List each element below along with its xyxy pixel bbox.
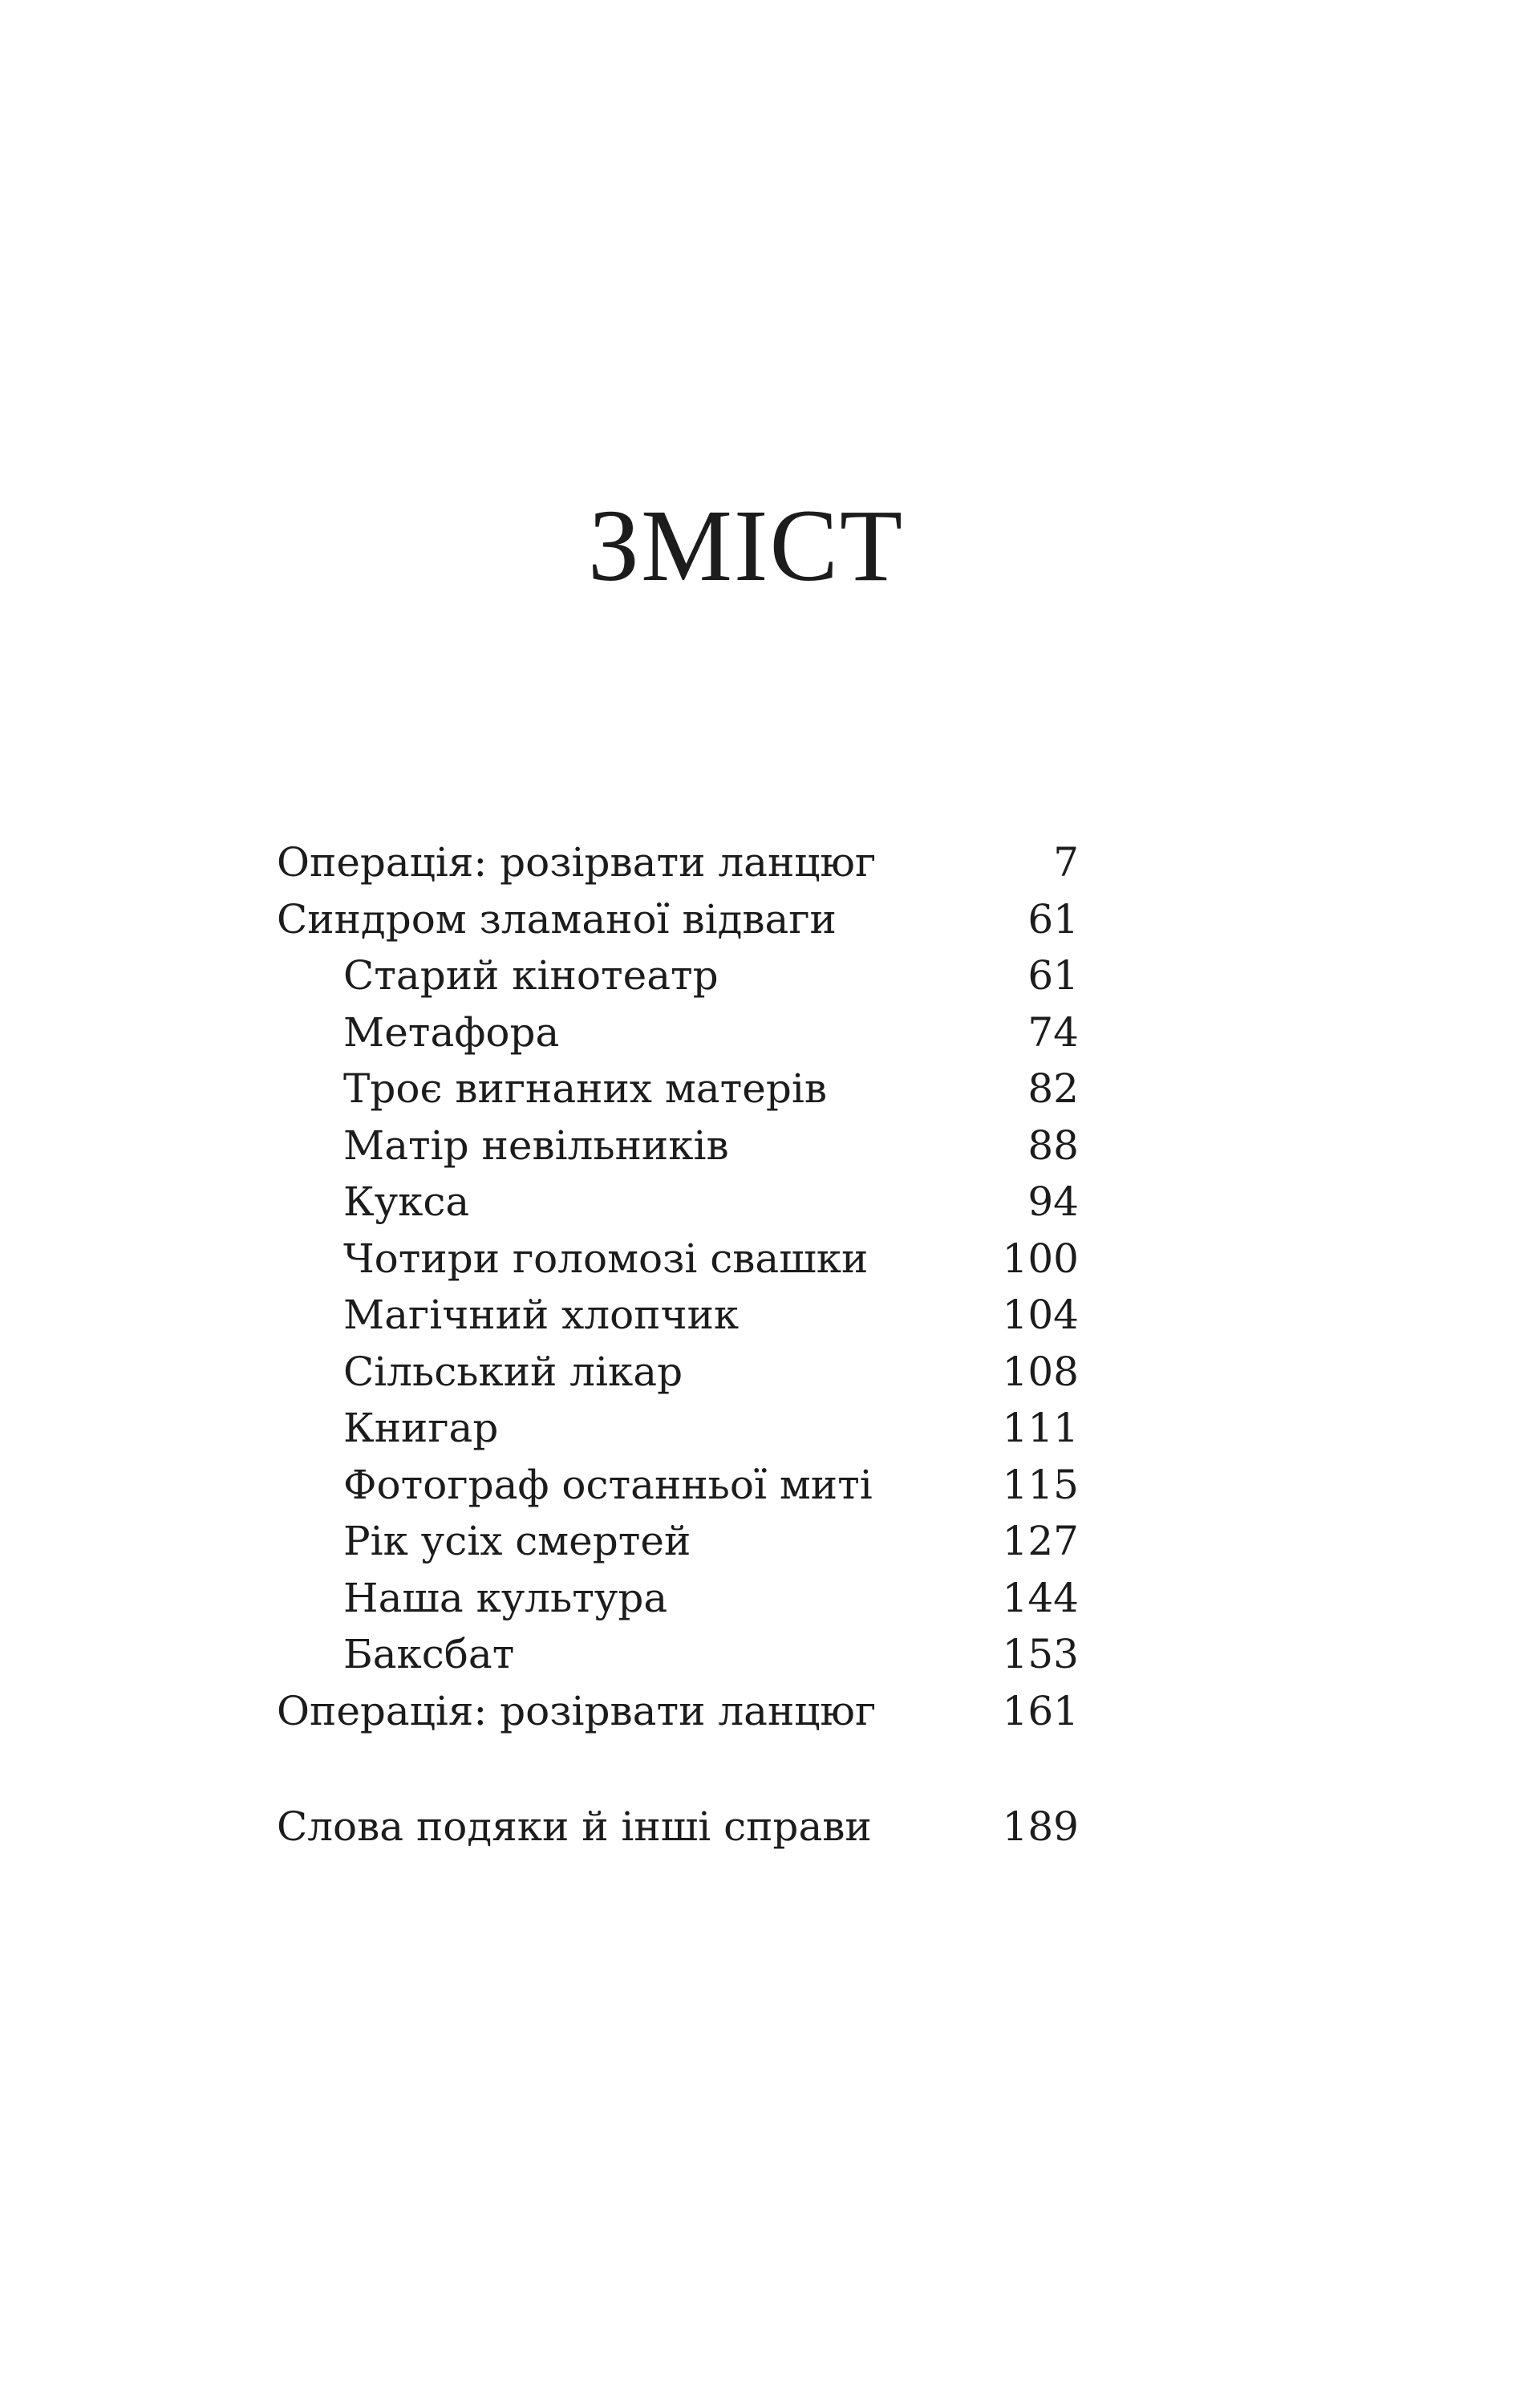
toc-subentry-label: Метафора xyxy=(343,1008,560,1056)
toc-subentry-page: 82 xyxy=(1027,1065,1079,1112)
toc-subentry-label: Книгар xyxy=(343,1405,499,1451)
toc-subentry xyxy=(277,1570,1079,1627)
toc-subentry-label: Чотири голомозі свашки xyxy=(343,1235,869,1282)
toc-entry-label: Слова подяки й інші справи xyxy=(277,1803,872,1850)
toc-subentry-page: 88 xyxy=(1027,1121,1079,1169)
toc-subentry-label: Матір невільників xyxy=(343,1121,729,1169)
toc-subentry-label: Сільський лікар xyxy=(343,1348,683,1395)
toc-subentry-label: Троє вигнаних матерів xyxy=(343,1065,828,1112)
toc-subentry xyxy=(277,1174,1079,1231)
toc-subentry xyxy=(277,1626,1079,1683)
toc-subentry xyxy=(277,1457,1079,1514)
toc-subentry xyxy=(277,1287,1079,1344)
toc-subentry-page: 111 xyxy=(1002,1405,1079,1451)
table-of-contents xyxy=(277,834,1079,1856)
toc-subentry xyxy=(277,1117,1079,1174)
toc-subentry xyxy=(277,1231,1079,1288)
toc-subentry-page: 61 xyxy=(1027,952,1079,999)
toc-subentry-label: Баксбат xyxy=(343,1631,515,1677)
toc-entry-page: 161 xyxy=(1002,1687,1079,1734)
toc-subentry xyxy=(277,1513,1079,1570)
toc-entry-label: Операція: розірвати ланцюг xyxy=(277,1687,877,1734)
toc-entry-acknowledgements xyxy=(277,1799,1079,1856)
toc-subentry-label: Кукса xyxy=(343,1178,470,1225)
toc-subentry-page: 94 xyxy=(1027,1178,1079,1225)
toc-subentry-label: Наша культура xyxy=(343,1574,668,1621)
toc-subentry xyxy=(277,1344,1079,1401)
toc-entry xyxy=(277,891,1079,948)
toc-subentry-label: Фотограф останньої миті xyxy=(343,1461,873,1508)
toc-subentry-page: 115 xyxy=(1002,1461,1079,1508)
toc-entry xyxy=(277,1683,1079,1740)
toc-spacer xyxy=(277,1739,1079,1799)
toc-subentry-label: Магічний хлопчик xyxy=(343,1292,740,1338)
toc-subentry xyxy=(277,1004,1079,1061)
toc-entry-page: 7 xyxy=(1053,839,1079,886)
toc-subentry xyxy=(277,947,1079,1004)
page-title: ЗМІСТ xyxy=(587,489,905,602)
toc-subentry-page: 144 xyxy=(1002,1574,1079,1621)
toc-subentry-page: 74 xyxy=(1027,1008,1079,1056)
toc-subentry-label: Рік усіх смертей xyxy=(343,1518,691,1564)
toc-subentry-label: Старий кінотеатр xyxy=(343,952,719,999)
toc-subentry-page: 153 xyxy=(1002,1631,1079,1677)
toc-entry xyxy=(277,834,1079,891)
toc-entry-page: 61 xyxy=(1027,895,1079,943)
toc-entry-label: Синдром зламаної відваги xyxy=(277,895,837,943)
toc-subentry-page: 127 xyxy=(1002,1518,1079,1564)
toc-subentry xyxy=(277,1061,1079,1117)
toc-entry-page: 189 xyxy=(1002,1803,1079,1850)
toc-subentry xyxy=(277,1400,1079,1457)
toc-entry-label: Операція: розірвати ланцюг xyxy=(277,839,877,886)
toc-subentry-page: 100 xyxy=(1002,1235,1079,1282)
toc-subentry-page: 108 xyxy=(1002,1348,1079,1395)
toc-subentry-page: 104 xyxy=(1002,1292,1079,1338)
